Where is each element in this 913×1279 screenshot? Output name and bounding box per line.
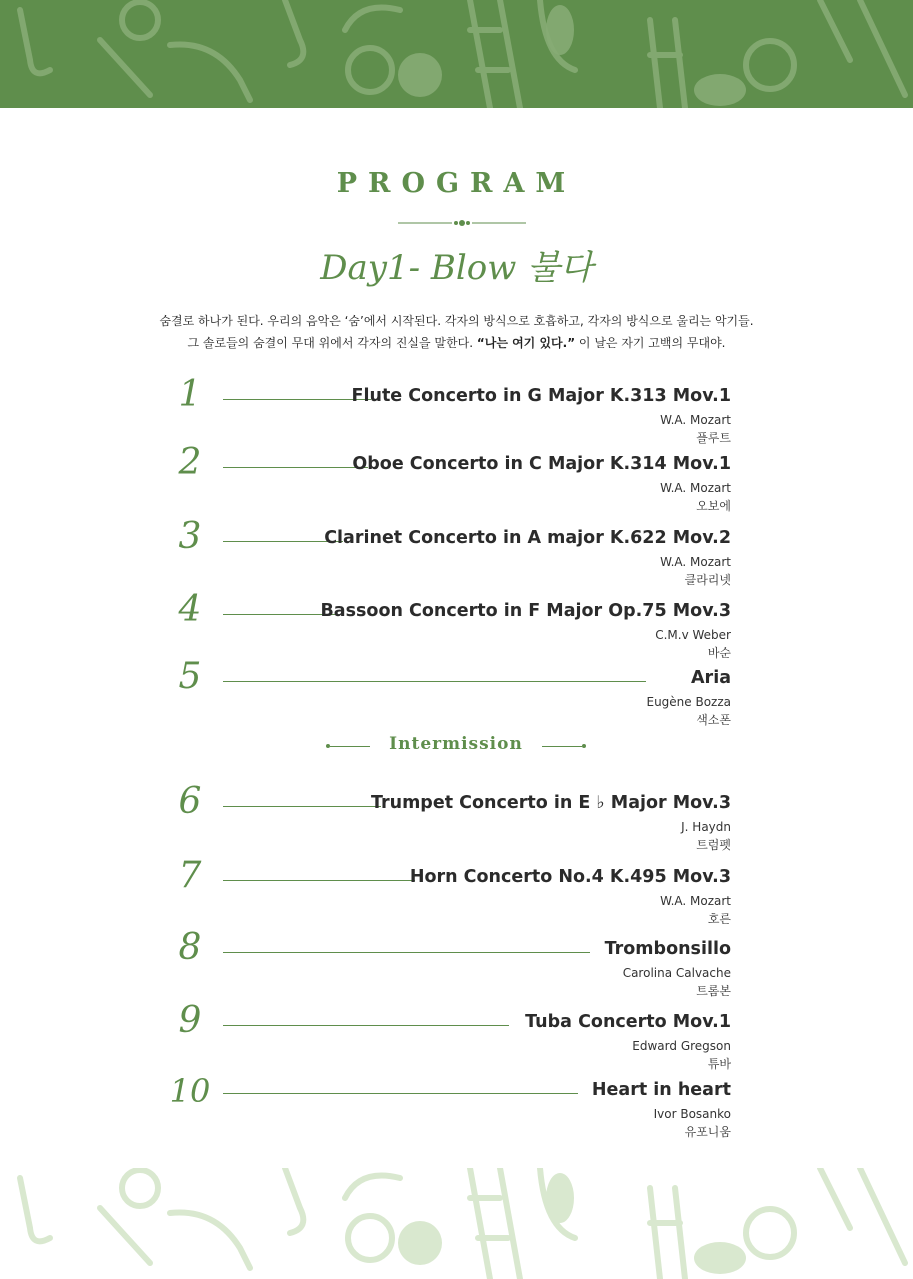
- piece-title: Flute Concerto in G Major K.313 Mov.1: [351, 386, 731, 406]
- ornament-line: [542, 746, 582, 747]
- item-number: 1: [178, 374, 202, 415]
- item-rule: [223, 1025, 509, 1026]
- item-number: 6: [178, 781, 202, 822]
- program-item-4: [160, 589, 731, 669]
- program-item-3: [160, 516, 731, 596]
- piece-title: Trombonsillo: [604, 939, 731, 959]
- intro-quote: “나는 여기 있다.”: [476, 336, 576, 350]
- item-number: 9: [178, 1000, 202, 1041]
- program-item-1: [160, 374, 731, 454]
- program-item-10: [160, 1072, 731, 1148]
- item-number: 7: [178, 855, 202, 896]
- piece-title: Bassoon Concerto in F Major Op.75 Mov.3: [320, 601, 731, 621]
- item-number: 5: [178, 656, 202, 697]
- day-title: Day1- Blow 불다: [320, 248, 593, 288]
- program-item-8: [160, 927, 731, 1007]
- piece-title: Clarinet Concerto in A major K.622 Mov.2: [324, 528, 731, 548]
- instrument-pattern-bottom: [0, 1168, 913, 1279]
- instrument-name: 오보에: [696, 499, 731, 513]
- piece-title: Horn Concerto No.4 K.495 Mov.3: [409, 867, 731, 887]
- instrument-name: 클라리넷: [684, 573, 731, 587]
- program-item-5: [160, 656, 731, 736]
- item-rule: [223, 467, 368, 468]
- instrument-name: 튜바: [707, 1057, 731, 1071]
- program-heading: PROGRAM: [336, 168, 577, 199]
- composer-name: J. Haydn: [681, 820, 731, 834]
- intro-text: [140, 310, 773, 354]
- item-rule: [223, 1093, 578, 1094]
- intro-line-2: [140, 332, 773, 354]
- item-rule: [223, 880, 415, 881]
- piece-title: Tuba Concerto Mov.1: [525, 1012, 731, 1032]
- program-item-9: [160, 1000, 731, 1080]
- instrument-name: 바순: [707, 646, 731, 660]
- composer-name: Edward Gregson: [632, 1039, 731, 1053]
- composer-name: W.A. Mozart: [660, 555, 731, 569]
- instrument-name: 호른: [707, 912, 731, 926]
- instrument-pattern-top: [0, 0, 913, 108]
- instrument-name: 유포니움: [684, 1125, 731, 1139]
- instrument-name: 플루트: [696, 431, 731, 445]
- composer-name: Eugène Bozza: [646, 695, 731, 709]
- intro-line-2-c: 이 날은 자기 고백의 무대야.: [575, 336, 726, 350]
- ornament-line: [330, 746, 370, 747]
- composer-name: Carolina Calvache: [622, 966, 731, 980]
- item-rule: [223, 399, 371, 400]
- item-number: 8: [178, 927, 202, 968]
- item-rule: [223, 952, 590, 953]
- composer-name: W.A. Mozart: [660, 894, 731, 908]
- composer-name: W.A. Mozart: [660, 413, 731, 427]
- item-number: 10: [169, 1072, 211, 1110]
- instrument-name: 트럼펫: [696, 838, 731, 852]
- instrument-name: 트롬본: [696, 984, 731, 998]
- item-rule: [223, 806, 381, 807]
- piece-title: Trumpet Concerto in E ♭ Major Mov.3: [370, 793, 731, 813]
- piece-title: Aria: [691, 668, 731, 688]
- program-item-7: [160, 855, 731, 935]
- intermission-divider: [326, 734, 586, 758]
- composer-name: Ivor Bosanko: [653, 1107, 731, 1121]
- item-number: 4: [178, 589, 202, 630]
- item-number: 2: [178, 442, 202, 483]
- composer-name: W.A. Mozart: [660, 481, 731, 495]
- top-banner: [0, 0, 913, 108]
- heading-ornament: [398, 216, 526, 230]
- item-rule: [223, 681, 646, 682]
- intro-line-2-a: 그 솔로들의 숨결이 무대 위에서 각자의 진실을 말한다.: [187, 336, 477, 350]
- piece-title: Oboe Concerto in C Major K.314 Mov.1: [352, 454, 731, 474]
- instrument-name: 색소폰: [696, 713, 731, 727]
- program-item-6: [160, 781, 731, 861]
- intro-line-1: 숨결로 하나가 된다. 우리의 음악은 ‘숨’에서 시작된다. 각자의 방식으로 호흡하고, 각자의 방식으로 울리는 악기들.: [159, 314, 754, 328]
- program-item-2: [160, 442, 731, 522]
- bottom-banner: [0, 1168, 913, 1279]
- composer-name: C.M.v Weber: [655, 628, 731, 642]
- ornament-dot: [582, 744, 586, 748]
- intermission-label: Intermission: [389, 734, 523, 754]
- piece-title: Heart in heart: [591, 1080, 731, 1100]
- item-number: 3: [178, 516, 202, 557]
- item-rule: [223, 614, 336, 615]
